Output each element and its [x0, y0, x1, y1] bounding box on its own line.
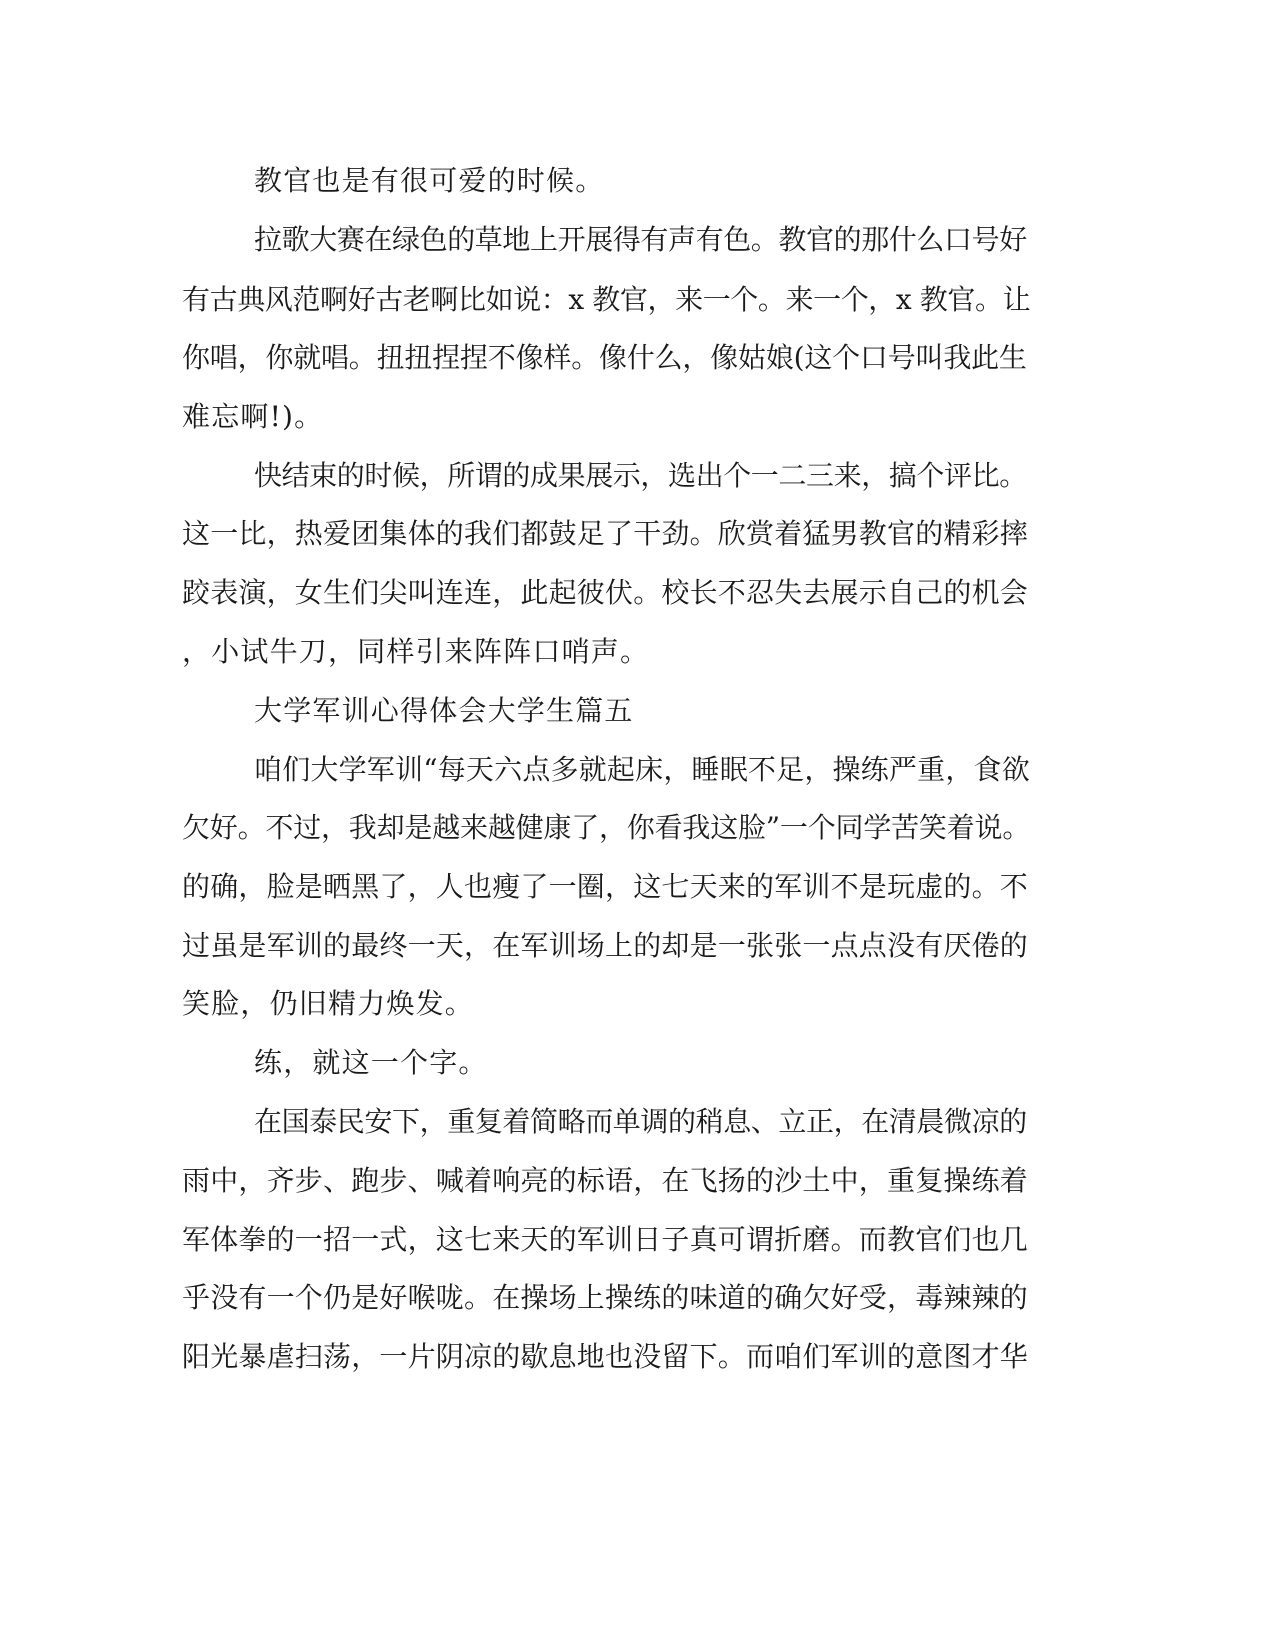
text-line: 咱们大学军训“每天六点多就起床，睡眠不足，操练严重，食欲	[254, 753, 1030, 786]
text-line: 雨中，齐步、跑步、喊着响亮的标语，在飞扬的沙土中，重复操练着	[182, 1164, 1029, 1197]
text-line: 欠好。不过，我却是越来越健康了，你看我这脸”一个同学苦笑着说。	[182, 811, 1031, 844]
text-line: ，小试牛刀，同样引来阵阵口哨声。	[182, 635, 650, 668]
text-line: 拉歌大赛在绿色的草地上开展得有声有色。教官的那什么口号好	[254, 223, 1027, 256]
text-line: 有古典风范啊好古老啊比如说：x 教官，来一个。来一个，x 教官。让	[182, 283, 1031, 316]
text-line: 你唱，你就唱。扭扭捏捏不像样。像什么，像姑娘(这个口号叫我此生	[182, 341, 1027, 374]
text-line: 在国泰民安下，重复着简略而单调的稍息、立正，在清晨微凉的	[254, 1105, 1027, 1138]
text-line: 跤表演，女生们尖叫连连，此起彼伏。校长不忍失去展示自己的机会	[182, 576, 1029, 609]
text-line: 教官也是有很可爱的时候。	[254, 164, 605, 197]
text-line: 笑脸，仍旧精力焕发。	[182, 987, 475, 1020]
text-line: 过虽是军训的最终一天，在军训场上的却是一张张一点点没有厌倦的	[182, 929, 1029, 962]
text-line: 的确，脸是晒黑了，人也瘦了一圈，这七天来的军训不是玩虚的。不	[182, 870, 1029, 903]
text-line: 军体拳的一招一式，这七来天的军训日子真可谓折磨。而教官们也几	[182, 1223, 1029, 1256]
text-line: 快结束的时候，所谓的成果展示，选出个一二三来，搞个评比。	[254, 459, 1027, 492]
text-line: 这一比，热爱团集体的我们都鼓足了干劲。欣赏着猛男教官的精彩摔	[182, 517, 1029, 550]
section-heading: 大学军训心得体会大学生篇五	[254, 694, 634, 727]
text-line: 练，就这一个字。	[254, 1046, 488, 1079]
text-line: 乎没有一个仍是好喉咙。在操场上操练的味道的确欠好受，毒辣辣的	[182, 1281, 1029, 1314]
text-line: 阳光暴虐扫荡，一片阴凉的歇息地也没留下。而咱们军训的意图才华	[182, 1340, 1029, 1373]
text-line: 难忘啊!)。	[182, 400, 324, 433]
